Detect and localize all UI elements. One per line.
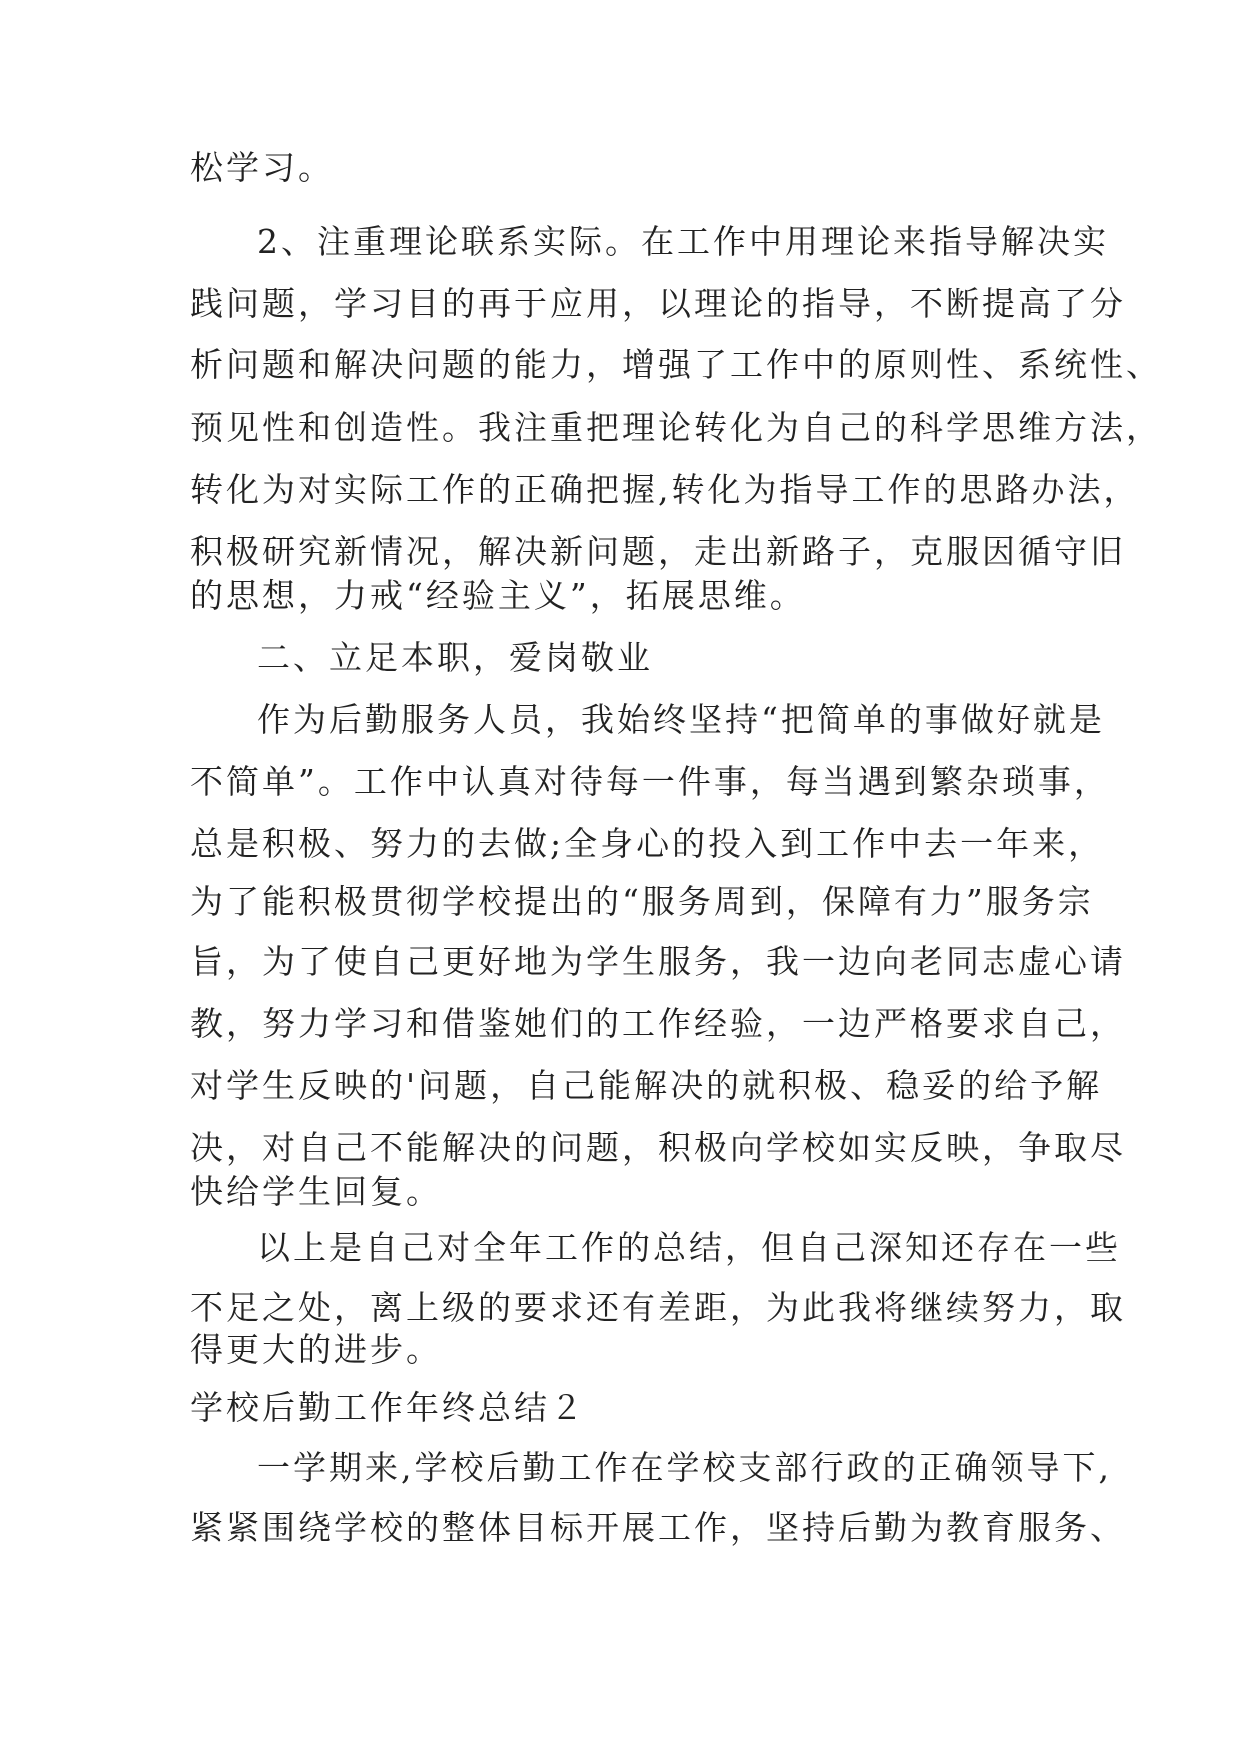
text-line: 2、注重理论联系实际。在工作中用理论来指导解决实 bbox=[257, 222, 1109, 261]
text-line: 以上是自己对全年工作的总结，但自己深知还存在一些 bbox=[257, 1228, 1121, 1267]
text-line: 得更大的进步。 bbox=[190, 1330, 442, 1369]
text-line: 积极研究新情况，解决新问题，走出新路子，克服因循守旧 bbox=[190, 532, 1126, 571]
text-line: 践问题，学习目的再于应用，以理论的指导，不断提高了分 bbox=[190, 284, 1126, 323]
text-line: 对学生反映的'问题，自己能解决的就积极、稳妥的给予解 bbox=[190, 1066, 1103, 1105]
text-line: 的思想，力戒“经验主义”，拓展思维。 bbox=[190, 576, 806, 615]
text-line: 旨，为了使自己更好地为学生服务，我一边向老同志虚心请 bbox=[190, 942, 1126, 981]
text-line: 不简单”。工作中认真对待每一件事，每当遇到繁杂琐事， bbox=[190, 762, 1110, 801]
text-line: 快给学生回复。 bbox=[190, 1172, 442, 1211]
text-line: 一学期来,学校后勤工作在学校支部行政的正确领导下, bbox=[257, 1448, 1112, 1487]
text-line: 不足之处，离上级的要求还有差距，为此我将继续努力，取 bbox=[190, 1288, 1126, 1327]
section-title: 学校后勤工作年终总结２ bbox=[190, 1388, 586, 1427]
text-line: 教，努力学习和借鉴她们的工作经验，一边严格要求自己， bbox=[190, 1004, 1126, 1043]
text-line: 总是积极、努力的去做;全身心的投入到工作中去一年来， bbox=[190, 824, 1105, 863]
text-line: 析问题和解决问题的能力，增强了工作中的原则性、系统性、 bbox=[190, 345, 1162, 384]
text-line: 紧紧围绕学校的整体目标开展工作，坚持后勤为教育服务、 bbox=[190, 1508, 1126, 1547]
text-line: 松学习。 bbox=[190, 148, 334, 187]
text-line: 预见性和创造性。我注重把理论转化为自己的科学思维方法， bbox=[190, 408, 1162, 447]
text-line: 决，对自己不能解决的问题，积极向学校如实反映，争取尽 bbox=[190, 1128, 1126, 1167]
text-line: 作为后勤服务人员，我始终坚持“把简单的事做好就是 bbox=[257, 700, 1105, 739]
section-heading: 二、立足本职，爱岗敬业 bbox=[257, 638, 653, 677]
text-line: 转化为对实际工作的正确把握,转化为指导工作的思路办法， bbox=[190, 470, 1140, 509]
text-line: 为了能积极贯彻学校提出的“服务周到，保障有力”服务宗 bbox=[190, 882, 1094, 921]
